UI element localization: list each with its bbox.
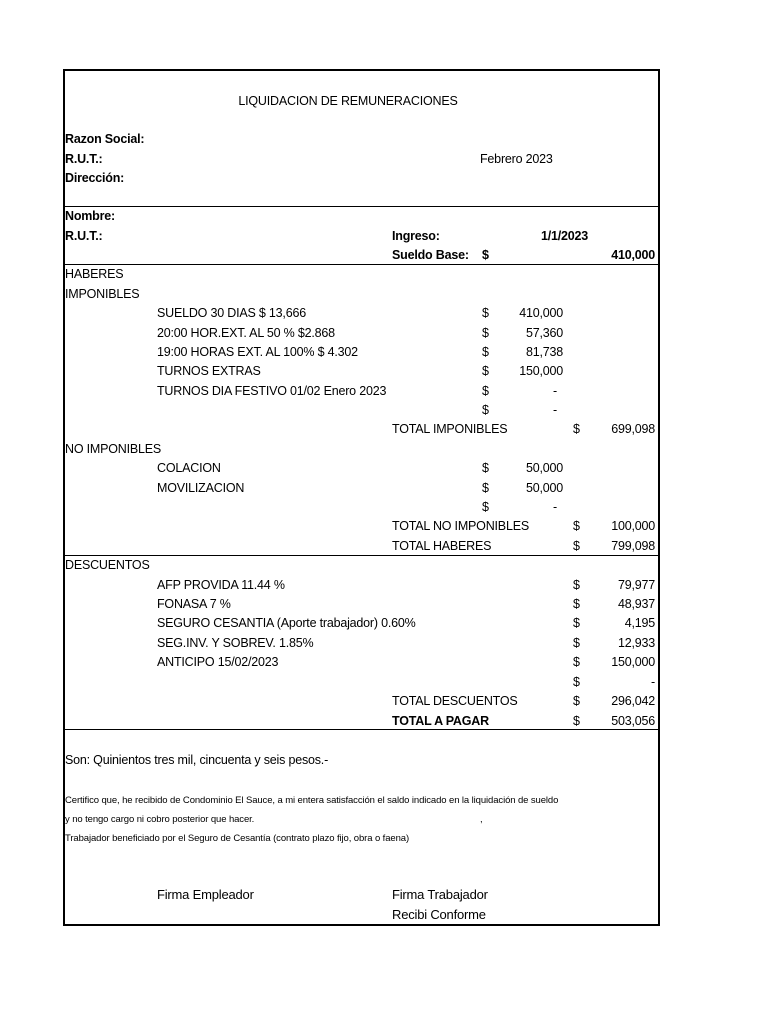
total-imponibles-label: TOTAL IMPONIBLES <box>392 422 508 436</box>
payslip-sheet <box>63 69 660 926</box>
imponible-label: 19:00 HORAS EXT. AL 100% $ 4.302 <box>157 345 358 359</box>
ingreso-label: Ingreso: <box>392 229 440 243</box>
imponible-label: 20:00 HOR.EXT. AL 50 % $2.868 <box>157 326 335 340</box>
imponible-currency: $ <box>482 403 489 417</box>
no-imponible-currency: $ <box>482 500 489 514</box>
descuento-currency: $ <box>573 636 580 650</box>
imponible-currency: $ <box>482 326 489 340</box>
total-pagar-label: TOTAL A PAGAR <box>392 714 489 728</box>
certification-line-2: y no tengo cargo ni cobro posterior que hacer. <box>65 814 255 825</box>
certification-line-1: Certifico que, he recibido de Condominio El Sauce, a mi entera satisfacción el saldo indicado en la liquidación de sueldo <box>65 795 559 806</box>
amount-in-words: Son: Quinientos tres mil, cincuenta y seis pesos.- <box>65 753 329 767</box>
imponible-value: 410,000 <box>519 306 563 320</box>
descuento-currency: $ <box>573 597 580 611</box>
no-imponible-value: - <box>553 500 557 514</box>
divider-employer <box>65 206 658 207</box>
no-imponible-currency: $ <box>482 461 489 475</box>
total-haberes-currency: $ <box>573 539 580 553</box>
nombre-label: Nombre: <box>65 209 115 223</box>
certification-comma: , <box>480 814 483 825</box>
imponible-currency: $ <box>482 306 489 320</box>
total-imponibles-value: 699,098 <box>611 422 655 436</box>
total-no-imponibles-label: TOTAL NO IMPONIBLES <box>392 519 529 533</box>
no-imponibles-heading: NO IMPONIBLES <box>65 442 162 456</box>
descuento-label: FONASA 7 % <box>157 597 231 611</box>
imponible-label: TURNOS DIA FESTIVO 01/02 Enero 2023 <box>157 384 387 398</box>
total-pagar-currency: $ <box>573 714 580 728</box>
imponible-value: - <box>553 403 557 417</box>
no-imponible-value: 50,000 <box>525 481 563 495</box>
descuento-value: - <box>651 675 655 689</box>
firma-empleador: Firma Empleador <box>157 887 254 902</box>
descuento-value: 150,000 <box>611 655 655 669</box>
total-haberes-value: 799,098 <box>611 539 655 553</box>
no-imponible-label: COLACION <box>157 461 221 475</box>
imponibles-heading: IMPONIBLES <box>65 287 140 301</box>
imponible-value: 150,000 <box>519 364 563 378</box>
imponible-value: - <box>553 384 557 398</box>
imponible-currency: $ <box>482 364 489 378</box>
divider-haberes <box>65 555 658 556</box>
descuento-label: ANTICIPO 15/02/2023 <box>157 655 279 669</box>
total-imponibles-currency: $ <box>573 422 580 436</box>
imponible-currency: $ <box>482 384 489 398</box>
total-no-imponibles-value: 100,000 <box>611 519 655 533</box>
no-imponible-value: 50,000 <box>525 461 563 475</box>
sueldo-base-label: Sueldo Base: <box>392 248 469 262</box>
imponible-value: 81,738 <box>525 345 563 359</box>
period: Febrero 2023 <box>480 152 553 166</box>
no-imponible-currency: $ <box>482 481 489 495</box>
haberes-heading: HABERES <box>65 267 124 281</box>
divider-employee <box>65 264 658 265</box>
descuento-currency: $ <box>573 675 580 689</box>
employer-rut-label: R.U.T.: <box>65 152 103 166</box>
firma-trabajador: Firma Trabajador <box>392 887 488 902</box>
imponible-label: SUELDO 30 DIAS $ 13,666 <box>157 306 306 320</box>
sueldo-base-value: 410,000 <box>611 248 655 262</box>
total-descuentos-currency: $ <box>573 694 580 708</box>
total-descuentos-value: 296,042 <box>611 694 655 708</box>
descuento-currency: $ <box>573 578 580 592</box>
descuento-value: 12,933 <box>617 636 655 650</box>
descuentos-heading: DESCUENTOS <box>65 558 150 572</box>
descuento-label: SEG.INV. Y SOBREV. 1.85% <box>157 636 314 650</box>
razon-social-label: Razon Social: <box>65 132 145 146</box>
no-imponible-label: MOVILIZACION <box>157 481 245 495</box>
imponible-currency: $ <box>482 345 489 359</box>
recibi-conforme: Recibi Conforme <box>392 907 486 922</box>
document-title: LIQUIDACION DE REMUNERACIONES <box>238 94 458 108</box>
descuento-value: 79,977 <box>617 578 655 592</box>
employee-rut-label: R.U.T.: <box>65 229 103 243</box>
total-no-imponibles-currency: $ <box>573 519 580 533</box>
descuento-currency: $ <box>573 616 580 630</box>
descuento-label: AFP PROVIDA 11.44 % <box>157 578 285 592</box>
total-descuentos-label: TOTAL DESCUENTOS <box>392 694 518 708</box>
descuento-currency: $ <box>573 655 580 669</box>
descuento-value: 4,195 <box>624 616 655 630</box>
certification-line-3: Trabajador beneficiado por el Seguro de Cesantía (contrato plazo fijo, obra o faena) <box>65 833 410 844</box>
imponible-value: 57,360 <box>525 326 563 340</box>
descuento-value: 48,937 <box>617 597 655 611</box>
total-haberes-label: TOTAL HABERES <box>392 539 492 553</box>
divider-descuentos <box>65 729 658 730</box>
imponible-label: TURNOS EXTRAS <box>157 364 261 378</box>
direccion-label: Dirección: <box>65 171 125 185</box>
sueldo-base-currency: $ <box>482 248 489 262</box>
total-pagar-value: 503,056 <box>611 714 655 728</box>
descuento-label: SEGURO CESANTIA (Aporte trabajador) 0.60% <box>157 616 416 630</box>
ingreso-value: 1/1/2023 <box>541 229 589 243</box>
